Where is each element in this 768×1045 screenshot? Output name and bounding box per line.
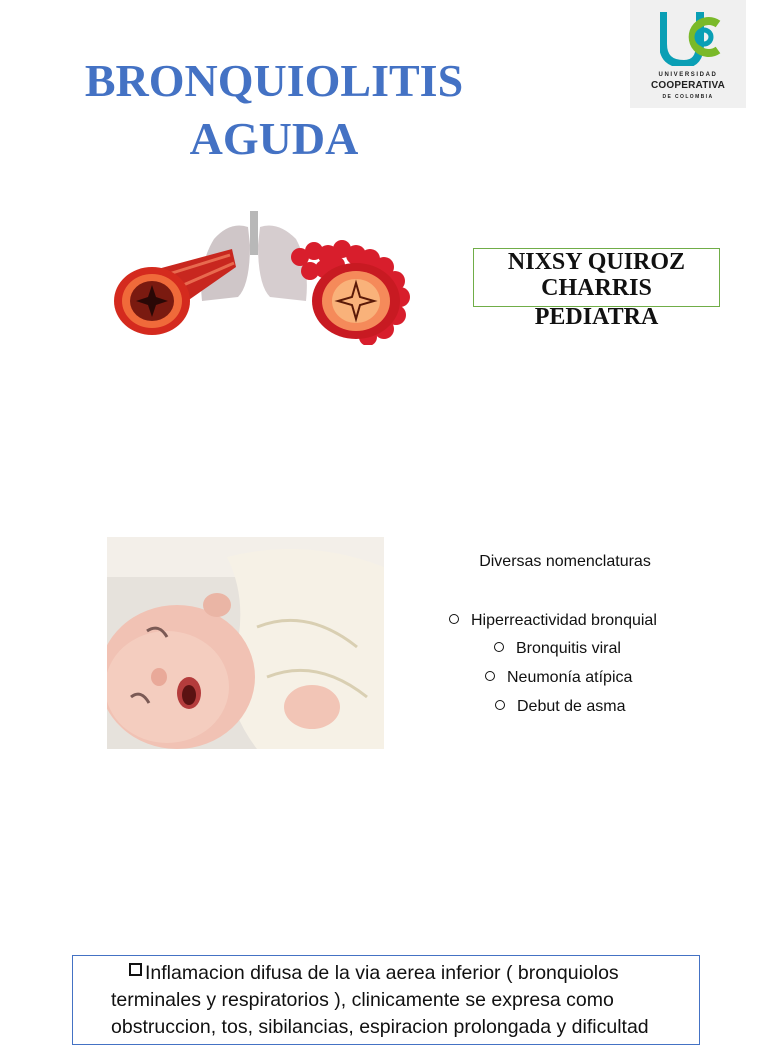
- page-title: [40, 52, 508, 168]
- author-role: PEDIATRA: [534, 304, 659, 330]
- author-box: [473, 248, 720, 307]
- definition-box: [72, 955, 700, 1045]
- bronchi-illustration: [110, 205, 410, 345]
- list-item: [494, 640, 621, 658]
- uc-emblem-icon: [660, 10, 722, 66]
- title-line-1: BRONQUIOLITIS: [84, 55, 464, 106]
- logo-text-cooperativa: COOPERATIVA: [650, 80, 726, 91]
- list-item-label: Neumonía atípica: [507, 669, 633, 686]
- university-logo: [630, 0, 746, 108]
- baby-photo: [107, 537, 384, 749]
- circle-bullet-icon: [485, 671, 495, 681]
- logo-text-universidad: UNIVERSIDAD: [658, 72, 718, 78]
- title-line-2: AGUDA: [189, 113, 359, 164]
- definition-text: Inflamacion difusa de la via aerea inferior ( bronquiolos terminales y respiratorios ), clinicamente se expresa como obstruccion, tos, sibilancias, espiracion prolongada y dificultad: [111, 962, 649, 1038]
- circle-bullet-icon: [449, 614, 459, 624]
- list-item-label: Bronquitis viral: [516, 640, 621, 657]
- author-name-line-2: CHARRIS: [541, 275, 652, 301]
- circle-bullet-icon: [495, 700, 505, 710]
- list-item-label: Debut de asma: [517, 698, 626, 715]
- circle-bullet-icon: [494, 642, 504, 652]
- nomenclature-title: Diversas nomenclaturas: [479, 553, 651, 570]
- list-item: [449, 612, 657, 630]
- list-item: [495, 698, 626, 716]
- logo-text-colombia: DE COLOMBIA: [662, 94, 714, 100]
- list-item: [485, 669, 632, 687]
- list-item-label: Hiperreactividad bronquial: [471, 612, 657, 629]
- author-name-line-1: NIXSY QUIROZ: [507, 249, 686, 275]
